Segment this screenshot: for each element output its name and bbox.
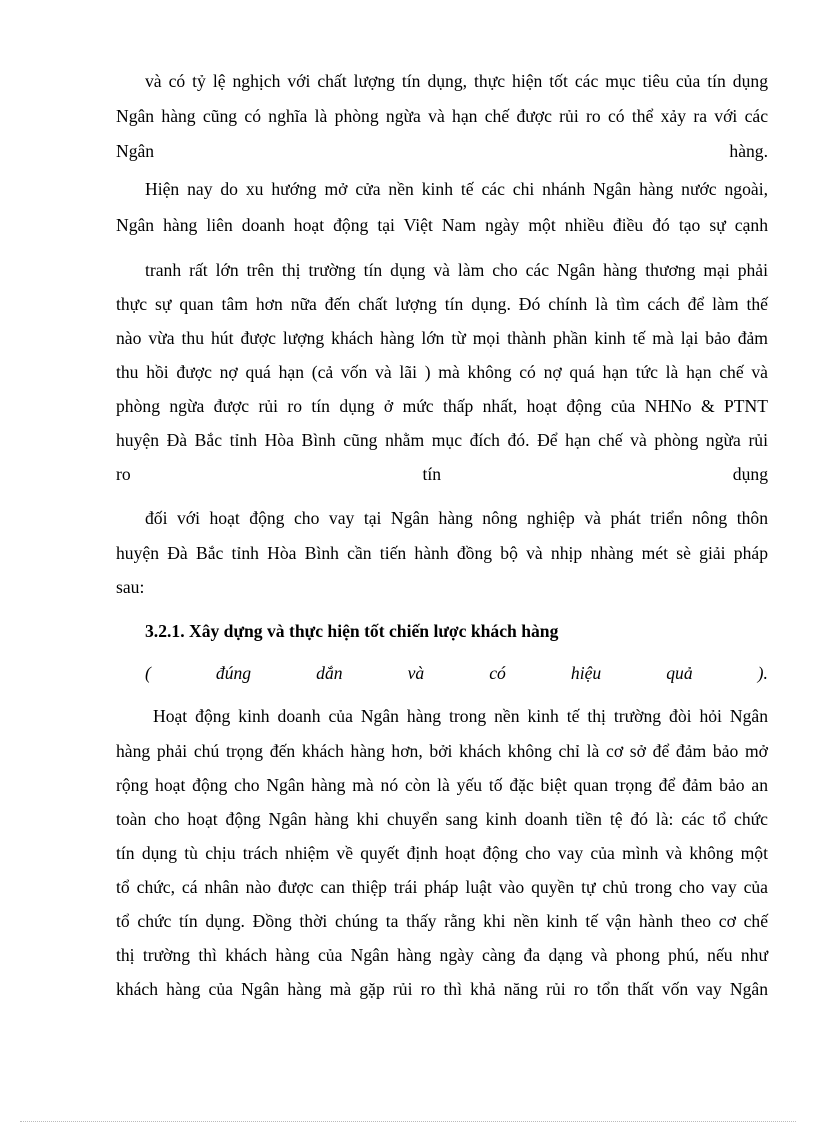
subheading-word: hiệu (570, 663, 602, 683)
paragraph-1-word: hàng. (729, 141, 768, 161)
paragraph-2-word: dụng (732, 464, 768, 484)
paragraph-4-line-3: rộng hoạt động cho Ngân hàng mà nó còn là yếu tố đặc biệt quan trọng để đảm bảo an (116, 775, 768, 795)
page-bottom-rule (20, 1121, 796, 1122)
paragraph-4-line-1: Hoạt động kinh doanh của Ngân hàng trong nền kinh tế thị trường đòi hỏi Ngân (153, 706, 768, 726)
subheading-word: quả (666, 663, 693, 683)
subheading-word: và (407, 663, 425, 683)
paragraph-4-line-8: thị trường thì khách hàng của Ngân hàng ngày càng đa dạng và phong phú, nếu như (116, 945, 768, 965)
paragraph-4-line-7: tổ chức tín dụng. Đồng thời chúng ta thấy rằng khi nền kinh tế vận hành theo cơ chế (116, 911, 768, 931)
paragraph-4-line-4: toàn cho hoạt động Ngân hàng khi chuyển sang kinh doanh tiền tệ đó là: các tổ chức (116, 809, 768, 829)
section-subheading (145, 662, 768, 684)
paragraph-4-line-5: tín dụng tù chịu trách nhiệm về quyết định hoạt động cho vay của mình và không một (116, 843, 768, 863)
paragraph-2-line-5: nào vừa thu hút được lượng khách hàng lớn từ mọi thành phần kinh tế mà lại bảo đảm (116, 328, 768, 348)
paragraph-3-line-2: huyện Đà Bắc tỉnh Hòa Bình cần tiến hành đồng bộ và nhịp nhàng mét sè giải pháp (116, 543, 768, 563)
paragraph-4-line-9: khách hàng của Ngân hàng mà gặp rủi ro thì khả năng rủi ro tổn thất vốn vay Ngân (116, 979, 768, 999)
paragraph-3-line-3: sau: (116, 577, 145, 597)
subheading-word: có (489, 663, 506, 683)
paragraph-1-line-1: và có tỷ lệ nghịch với chất lượng tín dụng, thực hiện tốt các mục tiêu của tín dụng (145, 71, 768, 91)
paragraph-2-line-6: thu hồi được nợ quá hạn (cả vốn và lãi ) mà không có nợ quá hạn tức là hạn chế và (116, 362, 768, 382)
paragraph-4-line-6: tổ chức, cá nhân nào được can thiệp trái pháp luật vào quyền tự chủ trong cho vay của (116, 877, 768, 897)
paragraph-2-line-7: phòng ngừa được rủi ro tín dụng ở mức thấp nhất, hoạt động của NHNo & PTNT (116, 396, 768, 416)
paragraph-2-word: ro (116, 464, 131, 484)
paragraph-2-word: tín (422, 464, 442, 484)
paragraph-2-line-3: tranh rất lớn trên thị trường tín dụng và làm cho các Ngân hàng thương mại phải (145, 260, 768, 280)
section-heading: 3.2.1. Xây dựng và thực hiện tốt chiến lược khách hàng (145, 621, 559, 641)
paragraph-4-line-2: hàng phải chú trọng đến khách hàng hơn, bởi khách không chỉ là cơ sở để đảm bảo mở (116, 741, 768, 761)
paragraph-2-line-1: Hiện nay do xu hướng mở cửa nền kinh tế các chi nhánh Ngân hàng nước ngoài, (145, 179, 768, 199)
paragraph-2-line-4: thực sự quan tâm hơn nữa đến chất lượng tín dụng. Đó chính là tìm cách để làm thế (116, 294, 768, 314)
paragraph-2-line-9 (116, 463, 768, 485)
paragraph-2-line-2: Ngân hàng liên doanh hoạt động tại Việt Nam ngày một nhiều điều đó tạo sự cạnh (116, 215, 768, 235)
subheading-word: đúng (215, 663, 252, 683)
subheading-word: ). (757, 663, 768, 683)
paragraph-1-word: Ngân (116, 141, 155, 161)
subheading-word: dắn (316, 663, 343, 683)
paragraph-1-line-2: Ngân hàng cũng có nghĩa là phòng ngừa và hạn chế được rủi ro có thể xảy ra với các (116, 106, 768, 126)
subheading-word: ( (145, 663, 151, 683)
paragraph-2-line-8: huyện Đà Bắc tỉnh Hòa Bình cũng nhằm mục đích đó. Để hạn chế và phòng ngừa rủi (116, 430, 768, 450)
paragraph-3-line-1: đối với hoạt động cho vay tại Ngân hàng nông nghiệp và phát triển nông thôn (145, 508, 768, 528)
paragraph-1-line-3 (116, 140, 768, 162)
